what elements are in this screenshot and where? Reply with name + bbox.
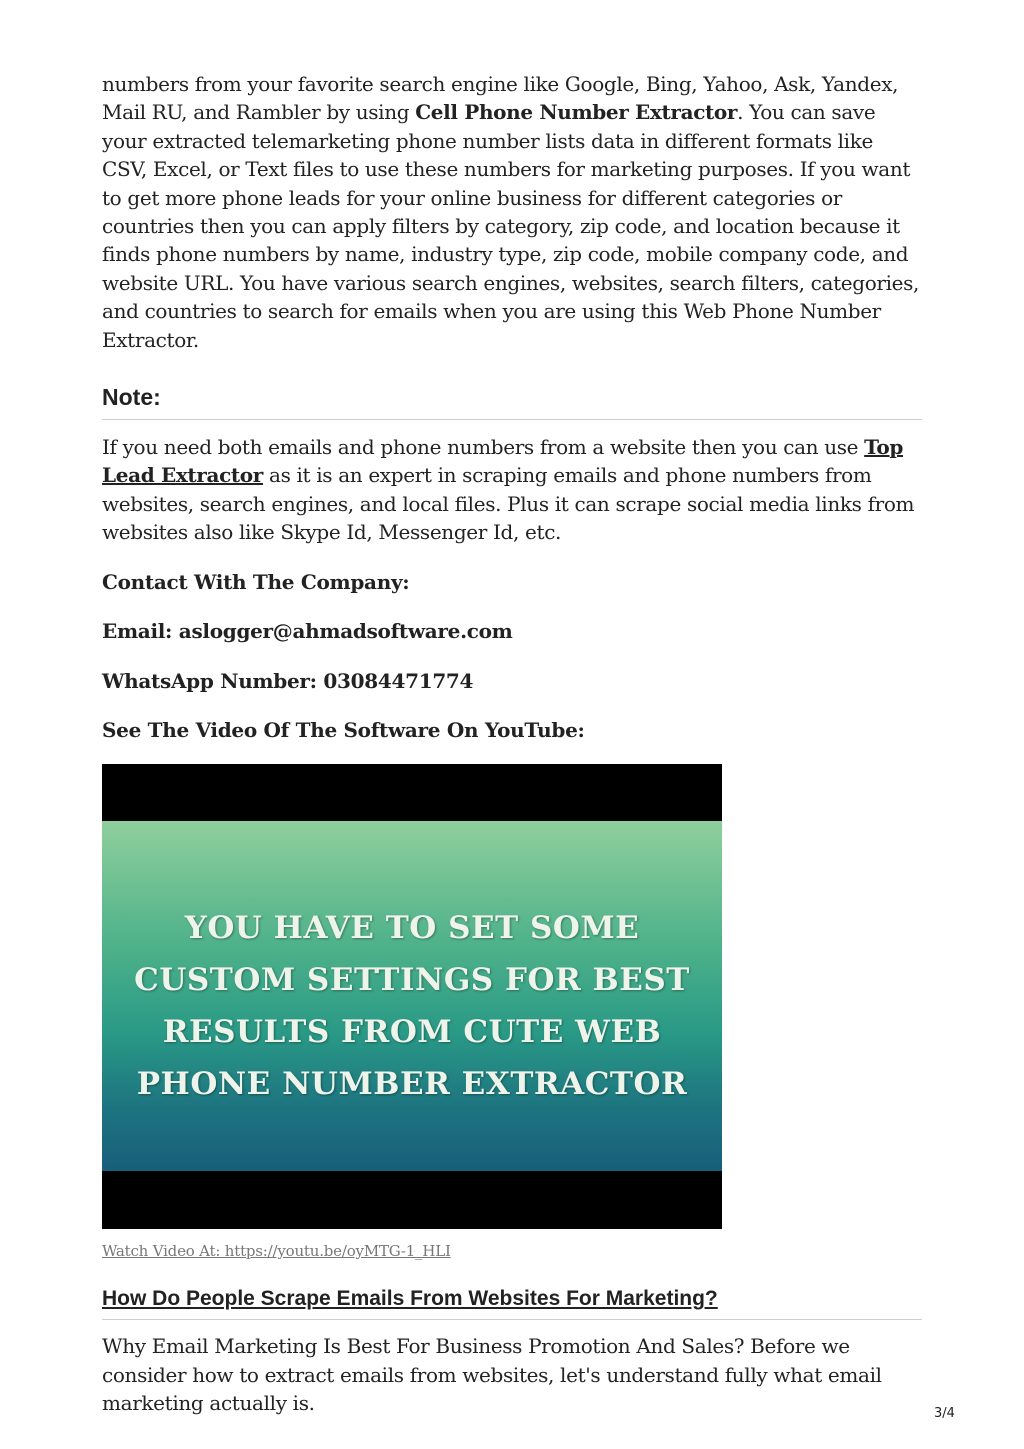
video-title-text [102,902,722,1110]
intro-text-end: . You can save your extracted telemarketing phone number lists data in different formats like CSV, Excel, or Text files to use these numbers for marketing purposes. If you want to get more phone leads for your online business for different categories or countries then you can apply filters by category, zip code, and location because it finds phone numbers by name, industry type, zip code, mobile company code, and website URL. You have various search engines, websites, search filters, categories, and countries to search for emails when you are using this Web Phone Number Extractor. [102,100,920,352]
video-text-line: CUSTOM SETTINGS FOR BEST [134,962,690,999]
intro-text-start: numbers from your favorite search engine like Google, Bing, Yahoo, Ask, Yandex, Mail RU, and Rambler by using [102,72,899,125]
video-thumbnail[interactable] [102,764,722,1229]
page-number: 3/4 [934,1406,955,1421]
note-heading: Note: [102,384,922,420]
contact-email: Email: aslogger@ahmadsoftware.com [102,619,513,644]
note-text-start: If you need both emails and phone numbers from a website then you can use [102,435,865,460]
video-heading: See The Video Of The Software On YouTube: [102,717,585,742]
video-text-line: YOU HAVE TO SET SOME [184,910,640,947]
cell-phone-extractor-term: Cell Phone Number Extractor [415,100,738,125]
article-content [102,70,922,1418]
top-lead-extractor-link[interactable]: Top Lead Extractor [102,435,904,488]
video-link-caption[interactable]: Watch Video At: https://youtu.be/oyMTG-1_HLI [102,1242,451,1261]
note-paragraph [102,433,922,547]
contact-whatsapp: WhatsApp Number: 03084471774 [102,668,474,693]
section-paragraph: Why Email Marketing Is Best For Business Promotion And Sales? Before we consider how to extract emails from websites, let's understand fully what email marketing actually is. [102,1334,882,1416]
video-text-line: RESULTS FROM CUTE WEB [162,1014,662,1051]
note-text-end: as it is an expert in scraping emails and phone numbers from websites, search engines, and local files. Plus it can scrape social media links from websites also like Skype Id, Messenger Id, etc. [102,463,915,545]
intro-paragraph [102,70,922,354]
video-text-line: PHONE NUMBER EXTRACTOR [136,1066,688,1103]
contact-heading: Contact With The Company: [102,569,410,594]
section-heading-link[interactable]: How Do People Scrape Emails From Websites For Marketing? [102,1287,922,1320]
